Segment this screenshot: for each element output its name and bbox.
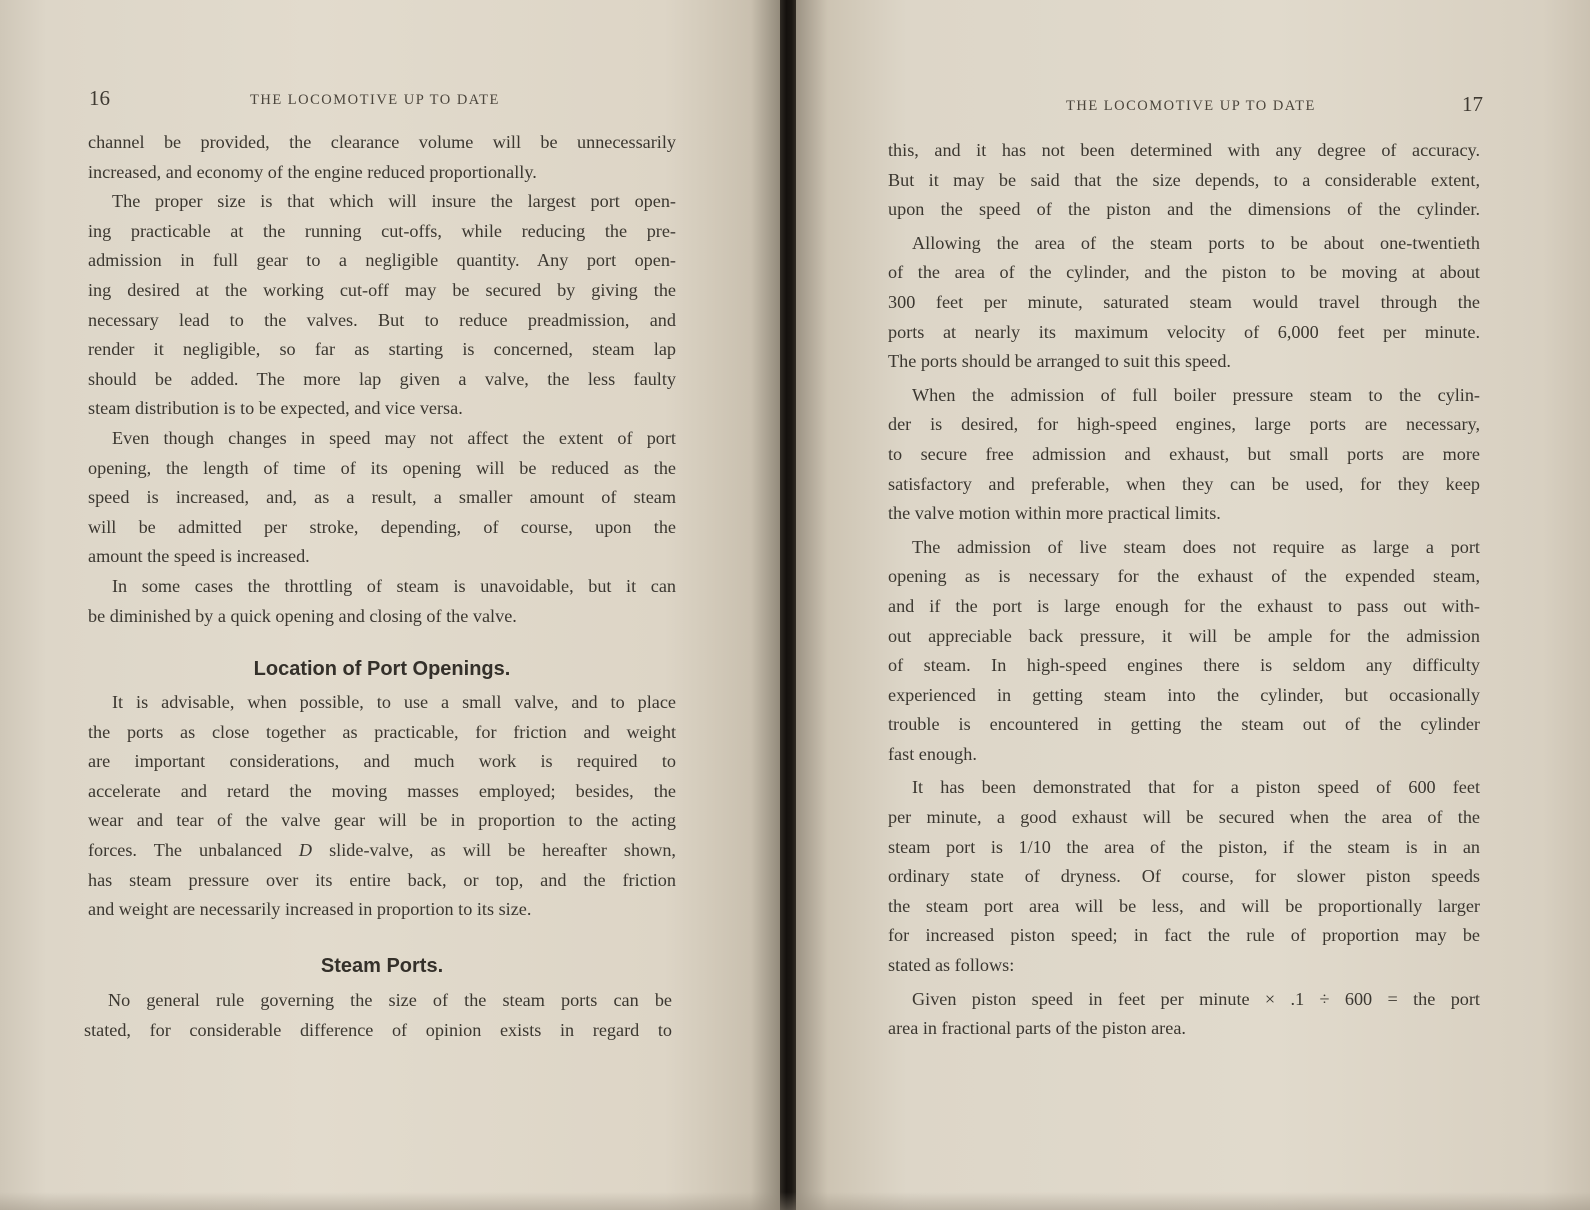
text-line: No general rule governing the size of the steam ports can be [108, 990, 672, 1010]
text-line: necessary lead to the valves. But to reduce preadmission, and [88, 309, 676, 330]
text-line: ing practicable at the running cut-offs, while reducing the pre- [88, 220, 676, 241]
text-line: and if the port is large enough for the exhaust to pass out with- [888, 595, 1480, 616]
left-text-block [88, 128, 676, 631]
text-line: has steam pressure over its entire back, or top, and the friction [88, 869, 676, 890]
text-line [88, 836, 676, 866]
left-page [0, 0, 782, 1210]
right-para-2 [888, 229, 1480, 377]
right-text-block [888, 136, 1480, 1044]
text-line: experienced in getting steam into the cylinder, but occasionally [888, 684, 1480, 705]
text-line: It is advisable, when possible, to use a small valve, and to place [112, 692, 676, 712]
italic-d: D [298, 839, 313, 860]
text-line: trouble is encountered in getting the steam out of the cylinder [888, 714, 1480, 735]
text-line: render it negligible, so far as starting is concerned, steam lap [88, 339, 676, 360]
text-line: It has been demonstrated that for a piston speed of 600 feet [912, 777, 1480, 798]
text-line: The admission of live steam does not require as large a port [912, 536, 1480, 557]
text-line: In some cases the throttling of steam is unavoidable, but it can [112, 575, 676, 596]
right-page [796, 0, 1590, 1210]
text-line: channel be provided, the clearance volume will be unnecessarily [88, 132, 676, 152]
text-fragment: slide-valve, as will be hereafter shown, [312, 839, 676, 860]
text-line: will be admitted per stroke, depending, of course, upon the [88, 516, 676, 537]
text-line: Even though changes in speed may not affect the extent of port [112, 427, 676, 448]
text-line: stated, for considerable difference of opinion exists in regard to [84, 1019, 672, 1040]
text-line: admission in full gear to a negligible quantity. Any port open- [88, 250, 676, 271]
page-bottom-shadow [0, 1192, 1590, 1210]
text-line: the ports as close together as practicable, for friction and weight [88, 721, 676, 742]
text-line: The proper size is that which will insure the largest port open- [112, 191, 676, 212]
right-page-number: 17 [1462, 92, 1483, 116]
text-line: But it may be said that the size depends, to a considerable extent, [888, 169, 1480, 190]
text-line: amount the speed is increased. [88, 546, 310, 567]
text-line: per minute, a good exhaust will be secured when the area of the [888, 807, 1480, 828]
text-line: increased, and economy of the engine reduced proportionally. [88, 161, 537, 182]
text-line: opening, the length of time of its opening will be reduced as the [88, 457, 676, 478]
left-text-block-3 [84, 986, 672, 1045]
text-line: the steam port area will be less, and will be proportionally larger [888, 895, 1480, 916]
text-line: fast enough. [888, 743, 977, 764]
right-para-4 [888, 533, 1480, 770]
right-running-head: THE LOCOMOTIVE UP TO DATE [1066, 98, 1316, 114]
text-line: speed is increased, and, as a result, a smaller amount of steam [88, 487, 676, 508]
text-line: be diminished by a quick opening and closing of the valve. [88, 605, 517, 626]
text-line: satisfactory and preferable, when they can be used, for they keep [888, 473, 1480, 494]
left-para-5 [88, 688, 676, 925]
text-line: Given piston speed in feet per minute × .1 ÷ 600 = the port [912, 988, 1480, 1009]
text-line: opening as is necessary for the exhaust of the expended steam, [888, 566, 1480, 587]
left-para-4 [88, 572, 676, 631]
left-running-head: THE LOCOMOTIVE UP TO DATE [250, 92, 500, 108]
right-para-1 [888, 136, 1480, 225]
text-line: this, and it has not been determined with any degree of accuracy. [888, 140, 1480, 160]
text-line: The ports should be arranged to suit this speed. [888, 351, 1231, 372]
left-para-6 [84, 986, 672, 1045]
text-line: When the admission of full boiler pressure steam to the cylin- [912, 384, 1480, 405]
text-line: 300 feet per minute, saturated steam would travel through the [888, 291, 1480, 312]
text-line: of steam. In high-speed engines there is seldom any difficulty [888, 655, 1480, 676]
text-line: and weight are necessarily increased in proportion to its size. [88, 899, 532, 920]
left-para-1 [88, 128, 676, 187]
right-para-6 [888, 985, 1480, 1044]
text-line: ing desired at the working cut-off may be secured by giving the [88, 279, 676, 300]
text-line: ports at nearly its maximum velocity of 6,000 feet per minute. [888, 321, 1480, 342]
section-heading-location-of-port-openings: Location of Port Openings. [253, 658, 511, 680]
text-line: the valve motion within more practical limits. [888, 503, 1221, 524]
text-line: area in fractional parts of the piston area. [888, 1018, 1186, 1039]
text-line: wear and tear of the valve gear will be in proportion to the acting [88, 810, 676, 831]
left-page-number: 16 [89, 86, 110, 110]
text-line: out appreciable back pressure, it will be ample for the admission [888, 625, 1480, 646]
text-line: ordinary state of dryness. Of course, for slower piston speeds [888, 866, 1480, 887]
text-line: of the area of the cylinder, and the piston to be moving at about [888, 262, 1480, 283]
text-line: Allowing the area of the steam ports to be about one-twentieth [912, 232, 1480, 253]
text-fragment: forces. The unbalanced [88, 839, 299, 860]
text-line: are important considerations, and much work is required to [88, 751, 676, 772]
text-line: should be added. The more lap given a valve, the less faulty [88, 368, 676, 389]
text-line: der is desired, for high-speed engines, large ports are necessary, [888, 414, 1480, 435]
text-line: accelerate and retard the moving masses employed; besides, the [88, 780, 676, 801]
text-line: steam distribution is to be expected, and vice versa. [88, 398, 463, 419]
text-line: upon the speed of the piston and the dimensions of the cylinder. [888, 199, 1480, 220]
text-line: stated as follows: [888, 955, 1015, 976]
text-line: to secure free admission and exhaust, but small ports are more [888, 443, 1480, 464]
right-para-3 [888, 381, 1480, 529]
left-para-2 [88, 187, 676, 424]
left-para-3 [88, 424, 676, 572]
text-line: for increased piston speed; in fact the rule of proportion may be [888, 925, 1480, 946]
section-heading-steam-ports: Steam Ports. [320, 955, 444, 977]
text-line: steam port is 1/10 the area of the piston, if the steam is in an [888, 836, 1480, 857]
right-para-5 [888, 773, 1480, 980]
left-text-block-2 [88, 688, 676, 925]
